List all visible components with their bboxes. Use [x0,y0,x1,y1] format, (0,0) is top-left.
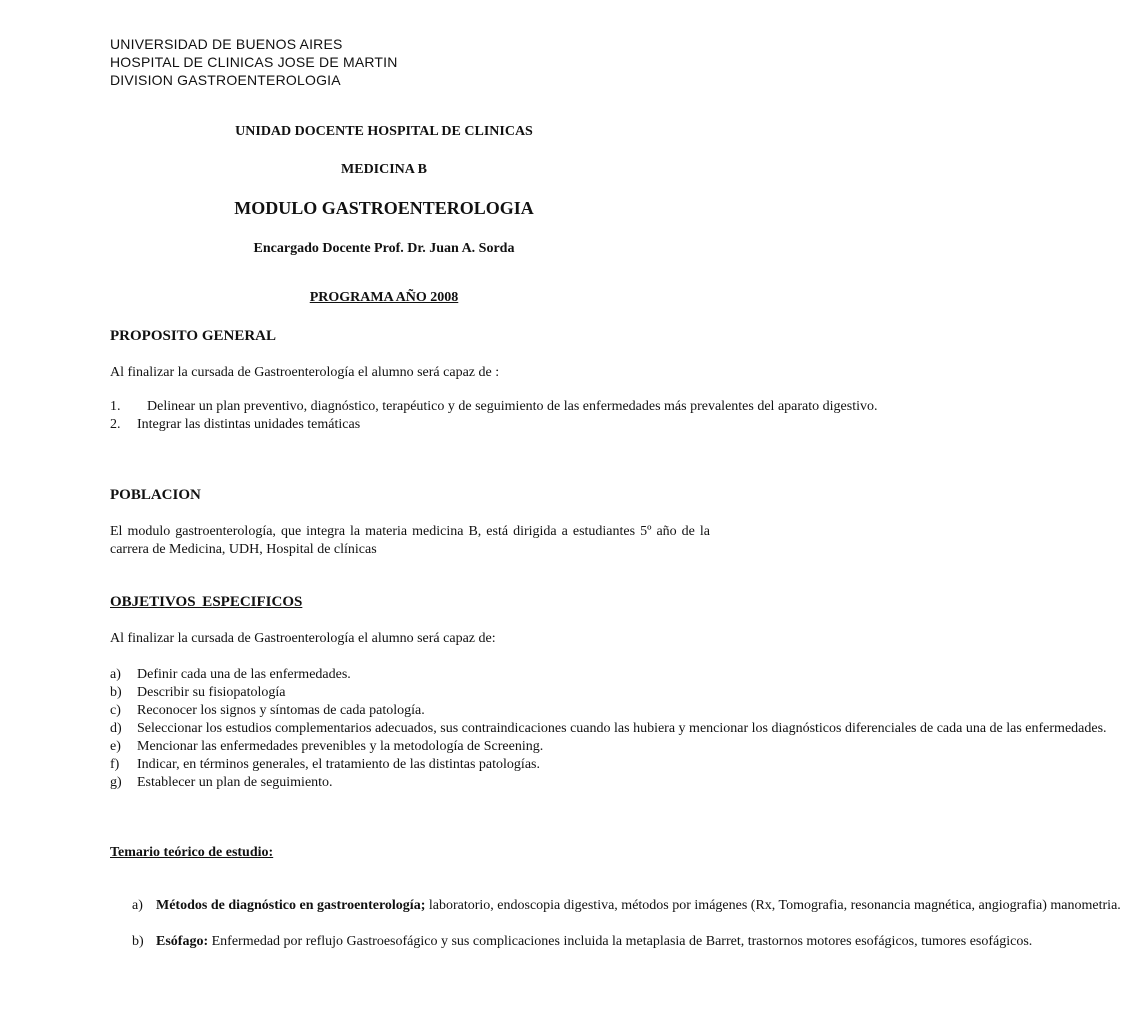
objetivos-intro: Al finalizar la cursada de Gastroenterología el alumno será capaz de: [110,631,496,646]
list-marker: b) [110,685,122,700]
list-item [110,702,710,720]
course-title: MEDICINA B [341,162,427,177]
topic-text: Enfermedad por reflujo Gastroesofágico y sus complicaciones incluida la metaplasia de Barret, trastornos motores esofágicos, tumores esofágicos. [208,934,1033,949]
list-marker: b) [132,934,144,949]
list-item-text: Definir cada una de las enfermedades. [137,667,351,682]
list-item [110,756,710,774]
list-item-text: Delinear un plan preventivo, diagnóstico, terapéutico y de seguimiento de las enfermedades más prevalentes del aparato digestivo. [147,399,878,414]
proposito-list [110,398,878,434]
list-item-text: Indicar, en términos generales, el tratamiento de las distintas patologías. [137,757,540,772]
proposito-heading: PROPOSITO GENERAL [110,328,277,344]
poblacion-heading: POBLACION [110,487,201,503]
topic-text: laboratorio, endoscopia digestiva, métodos por imágenes (Rx, Tomografia, resonancia magnética, angiografia) manometria. [425,898,1121,913]
list-marker: 1. [110,399,121,414]
list-item [110,398,878,416]
list-item-text: Describir su fisiopatología [137,685,286,700]
list-marker: d) [110,721,122,736]
list-item [110,416,710,434]
poblacion-text: El modulo gastroenterología, que integra la materia medicina B, está dirigida a estudiantes 5º año de la carrera de Medicina, UDH, Hospital de clínicas [110,524,710,557]
list-item-text: Establecer un plan de seguimiento. [137,775,333,790]
list-item-text: Integrar las distintas unidades temáticas [137,417,361,432]
list-item-text: Seleccionar los estudios complementarios adecuados, sus contraindicaciones cuando las hubiera y mencionar los diagnósticos diferenciales de cada una de las enfermedades. [137,721,1107,736]
objetivos-list [110,666,1107,792]
list-marker: 2. [110,417,121,432]
list-item [110,666,710,684]
list-item [110,684,710,702]
teacher-line: Encargado Docente Prof. Dr. Juan A. Sorda [253,241,515,256]
header-university: UNIVERSIDAD DE BUENOS AIRES [110,36,343,52]
header-hospital: HOSPITAL DE CLINICAS JOSE DE MARTIN [110,54,398,70]
list-item-text: Reconocer los signos y síntomas de cada patología. [137,703,425,718]
temario-heading: Temario teórico de estudio: [110,845,274,860]
topic-title: Métodos de diagnóstico en gastroenterología; [156,898,426,913]
objetivos-heading: OBJETIVOS ESPECIFICOS [110,594,303,610]
list-item [110,720,1107,738]
list-marker: c) [110,703,121,718]
list-item [132,897,1121,915]
topic-title: Esófago: [156,934,209,949]
list-item [132,933,1033,951]
module-title: MODULO GASTROENTEROLOGIA [234,198,534,218]
temario-list [132,897,1121,951]
list-item-text: Mencionar las enfermedades prevenibles y la metodología de Screening. [137,739,544,754]
list-marker: g) [110,775,122,790]
list-item [110,774,710,792]
list-marker: a) [110,667,121,682]
header-division: DIVISION GASTROENTEROLOGIA [110,72,341,88]
program-title: PROGRAMA AÑO 2008 [309,290,459,305]
list-marker: a) [132,898,143,913]
list-item [110,738,710,756]
list-marker: e) [110,739,121,754]
unit-title: UNIDAD DOCENTE HOSPITAL DE CLINICAS [235,124,533,139]
list-marker: f) [110,757,120,772]
proposito-intro: Al finalizar la cursada de Gastroenterología el alumno será capaz de : [110,365,500,380]
